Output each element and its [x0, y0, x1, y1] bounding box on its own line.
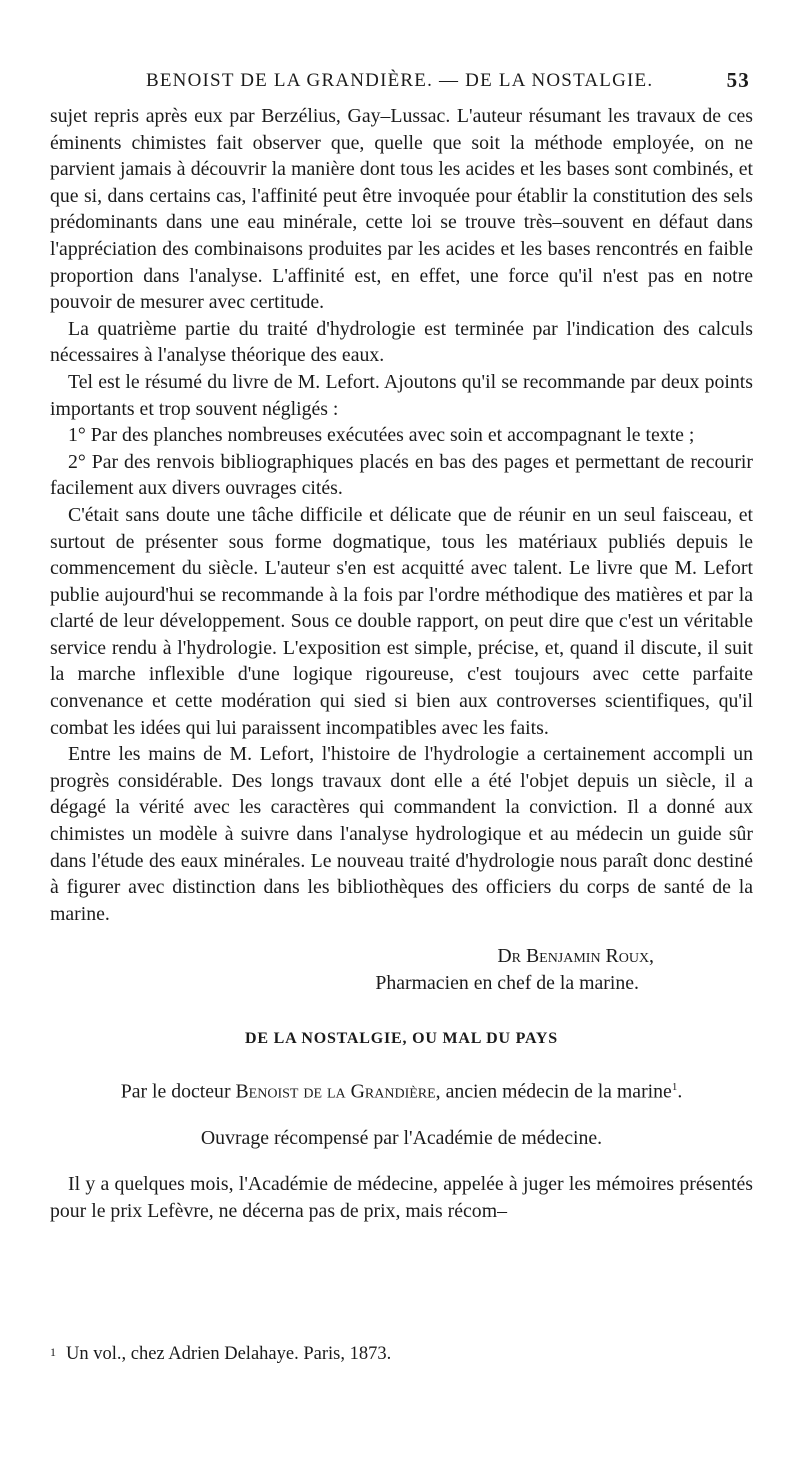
author-name: Benoist de la Grandière	[235, 1080, 436, 1103]
paragraph-continuation: sujet repris après eux par Berzélius, Gay–Lussac. L'auteur résumant les travaux de ces éminents chimistes fait observer que, quelle que soit la méthode employée, on ne parvient jamais à découvrir la manière dont tous les acides et les bases sont combinés, et que si, dans certains cas, l'affinité peut être invoquée pour établir la constitution des sels prédominants dans une eau minérale, cette loi se trouve très–souvent en défaut dans l'appréciation des combinaisons produites par les acides et les bases rencontrés en faible proportion dans l'analyse. L'affinité est, en effet, une force qu'il n'est pas en notre pouvoir de mesurer avec certitude.	[50, 105, 753, 314]
award-note: Ouvrage récompensé par l'Académie de médecine.	[200, 1127, 603, 1150]
signature-block	[50, 943, 753, 996]
body-text	[50, 103, 753, 1224]
list-item: 1° Par des planches nombreuses exécutées avec soin et accompagnant le texte ;	[68, 424, 695, 447]
running-head	[40, 66, 750, 96]
footnote-text: Un vol., chez Adrien Delahaye. Paris, 1873.	[66, 1344, 392, 1364]
running-title: BENOIST DE LA GRANDIÈRE. — DE LA NOSTALGIE.	[146, 70, 654, 91]
byline-end: .	[677, 1080, 683, 1103]
page-number: 53	[726, 68, 750, 92]
paragraph: La quatrième partie du traité d'hydrologie est terminée par l'indication des calculs nécessaires à l'analyse théorique des eaux.	[50, 317, 753, 367]
byline-prefix: Par le docteur	[120, 1080, 236, 1103]
section-heading: DE LA NOSTALGIE, OU MAL DU PAYS	[244, 1029, 558, 1047]
paragraph: Entre les mains de M. Lefort, l'histoire de l'hydrologie a certainement accompli un progrès considérable. Des longs travaux dont elle a été l'objet depuis un siècle, il a dégagé la vérité avec les caractères qui commandent la conviction. Il a donné aux chimistes un modèle à suivre dans l'analyse hydrologique et au médecin un guide sûr dans l'étude des eaux minérales. Le nouveau traité d'hydrologie nous paraît donc destiné à figurer avec distinction dans les bibliothèques des officiers du corps de santé de la marine.	[50, 743, 753, 925]
footnote-reference: 1	[671, 1081, 678, 1094]
footnote-marker: 1	[50, 1345, 56, 1359]
paragraph-opening: Il y a quelques mois, l'Académie de médecine, appelée à juger les mémoires présentés pour le prix Lefèvre, ne décerna pas de prix, mais récom–	[50, 1172, 753, 1222]
byline-suffix: , ancien médecin de la marine	[435, 1080, 672, 1103]
signature-title: Pharmacien en chef de la marine.	[375, 972, 639, 994]
article-byline	[50, 1074, 753, 1105]
paragraph: Tel est le résumé du livre de M. Lefort. Ajoutons qu'il se recommande par deux points importants et trop souvent négligés :	[50, 370, 753, 420]
paragraph: C'était sans doute une tâche difficile et délicate que de réunir en un seul faisceau, et surtout de présenter sous forme dogmatique, tous les matériaux publiés depuis le commencement du siècle. L'auteur s'en est acquitté avec talent. Le livre que M. Lefort publie aujourd'hui se recommande à la fois par l'ordre méthodique des matières et par la clarté de leur développement. Sous ce double rapport, on peut dire que c'est un véritable service rendu à l'hydrologie. L'exposition est simple, précise, et, quand il discute, il suit la marche inflexible d'une logique rigoureuse, c'est toujours avec cette parfaite convenance et cette modération qui sied si bien aux controverses scientifiques, qu'il combat les idées qui lui paraissent incompatibles avec les faits.	[50, 503, 753, 739]
list-item: 2° Par des renvois bibliographiques placés en bas des pages et permettant de recourir facilement aux divers ouvrages cités.	[50, 450, 753, 500]
signature-name: Dr Benjamin Roux,	[497, 945, 654, 968]
footnote	[50, 1342, 753, 1366]
